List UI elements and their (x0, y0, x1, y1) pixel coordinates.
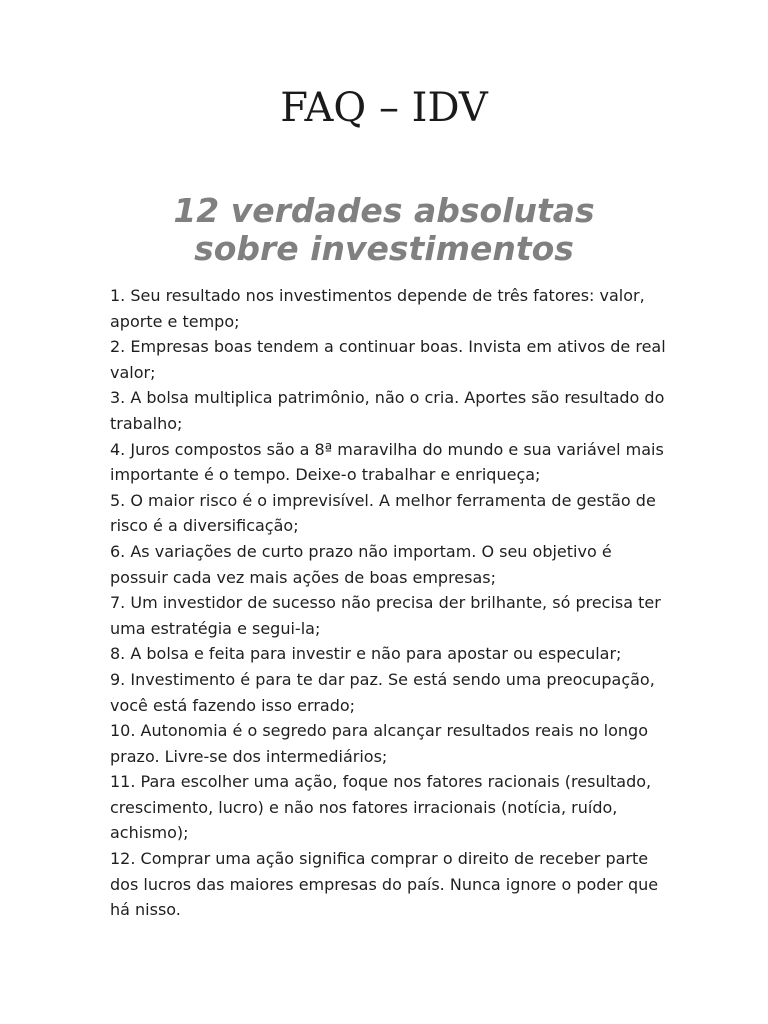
truth-item-12: 12. Comprar uma ação significa comprar o direito de receber parte dos lucros das maiores empresas do país. Nunca ignore o poder que há nisso. (110, 849, 659, 920)
truth-item-5: 5. O maior risco é o imprevisível. A melhor ferramenta de gestão de risco é a diversificação; (110, 490, 656, 536)
truth-item-10: 10. Autonomia é o segredo para alcançar resultados reais no longo prazo. Livre-se dos intermediários; (110, 721, 648, 766)
document-subtitle (0, 192, 768, 268)
truth-item-3: 3. A bolsa multiplica patrimônio, não o cria. Aportes são resultado do trabalho; (110, 388, 665, 433)
truth-item-7: 7. Um investidor de sucesso não precisa der brilhante, só precisa ter uma estratégia e segui-la; (110, 593, 661, 638)
truth-item-6: 6. As variações de curto prazo não importam. O seu objetivo é possuir cada vez mais ações de boas empresas; (110, 541, 612, 587)
truth-item-4: 4. Juros compostos são a 8ª maravilha do mundo e sua variável mais importante é o tempo. Deixe-o trabalhar e enriqueça; (110, 439, 664, 485)
truths-list (110, 283, 670, 923)
subtitle-line-1: 12 verdades absolutas (173, 191, 595, 230)
truth-item-9: 9. Investimento é para te dar paz. Se está sendo uma preocupação, você está fazendo isso errado; (110, 669, 655, 715)
truth-item-2: 2. Empresas boas tendem a continuar boas. Invista em ativos de real valor; (110, 337, 666, 382)
truth-item-11: 11. Para escolher uma ação, foque nos fatores racionais (resultado, crescimento, lucro) e não nos fatores irracionais (notícia, ruído, achismo); (110, 772, 652, 843)
subtitle-line-2: sobre investimentos (194, 229, 574, 268)
truth-item-1: 1. Seu resultado nos investimentos depende de três fatores: valor, aporte e tempo; (110, 286, 645, 331)
truth-item-8: 8. A bolsa e feita para investir e não para apostar ou especular; (110, 644, 622, 664)
document-title: FAQ – IDV (280, 85, 488, 131)
